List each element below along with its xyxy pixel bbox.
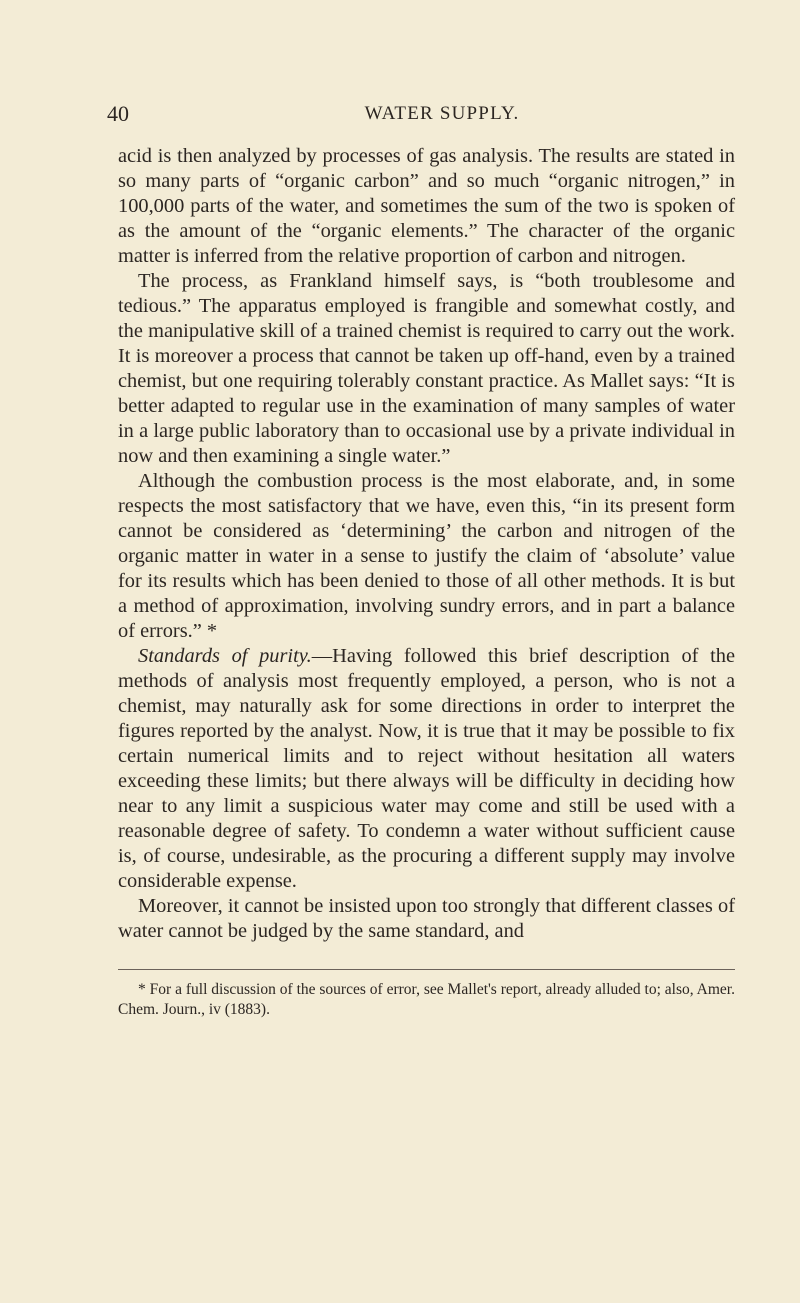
footnote: * For a full discussion of the sources of error, see Mallet's report, already alluded to; also, Amer. Chem. Journ., iv (1883).: [118, 981, 735, 1018]
body-text: [118, 144, 735, 944]
page-header: [107, 101, 737, 131]
standards-text: —Having followed this brief description of the methods of analysis most frequently employed, a person, who is not a chemist, may naturally ask for some directions in order to interpret the figures reported by the analyst. Now, it is true that it may be possible to fix certain numerical limits and to reject without hesitation all waters exceeding these limits; but there always will be difficulty in deciding how near to any limit a suspicious water may come and still be used with a reasonable degree of safety. To condemn a water without sufficient cause is, of course, undesirable, as the procuring a different supply may involve considerable expense.: [118, 645, 735, 892]
paragraph-organic-analysis: acid is then analyzed by processes of gas analysis. The results are stated in so many parts of “organic carbon” and so much “organic nitrogen,” in 100,000 parts of the water, and sometimes the sum of the two is spoken of as the amount of the “organic elements.” The character of the organic matter is inferred from the relative proportion of carbon and nitrogen.: [118, 145, 735, 267]
page-number: 40: [107, 101, 129, 126]
paragraph-frankland-process: The process, as Frankland himself says, is “both troublesome and tedious.” The apparatus employed is frangible and somewhat costly, and the manipulative skill of a trained chemist is required to carry out the work. It is moreover a process that cannot be taken up off-hand, even by a trained chemist, but one requiring tolerably constant practice. As Mallet says: “It is better adapted to regular use in the examination of many samples of water in a large public laboratory than to occasional use by a private individual in now and then examining a single water.”: [118, 270, 735, 467]
paragraph-different-classes: Moreover, it cannot be insisted upon too strongly that different classes of water cannot be judged by the same standard, and: [118, 895, 735, 942]
running-head: WATER SUPPLY.: [364, 103, 520, 124]
standards-heading: Standards of purity.: [138, 645, 312, 667]
footnote-divider: [118, 969, 735, 970]
paragraph-combustion-process: Although the combustion process is the most elaborate, and, in some respects the most satisfactory that we have, even this, “in its present form cannot be considered as ‘determining’ the carbon and nitrogen of the organic matter in water in a sense to justify the claim of ‘absolute’ value for its results which has been denied to those of all other methods. It is but a method of approximation, involving sundry errors, and in part a balance of errors.” *: [118, 470, 735, 642]
paragraph-standards-of-purity: [118, 644, 735, 894]
